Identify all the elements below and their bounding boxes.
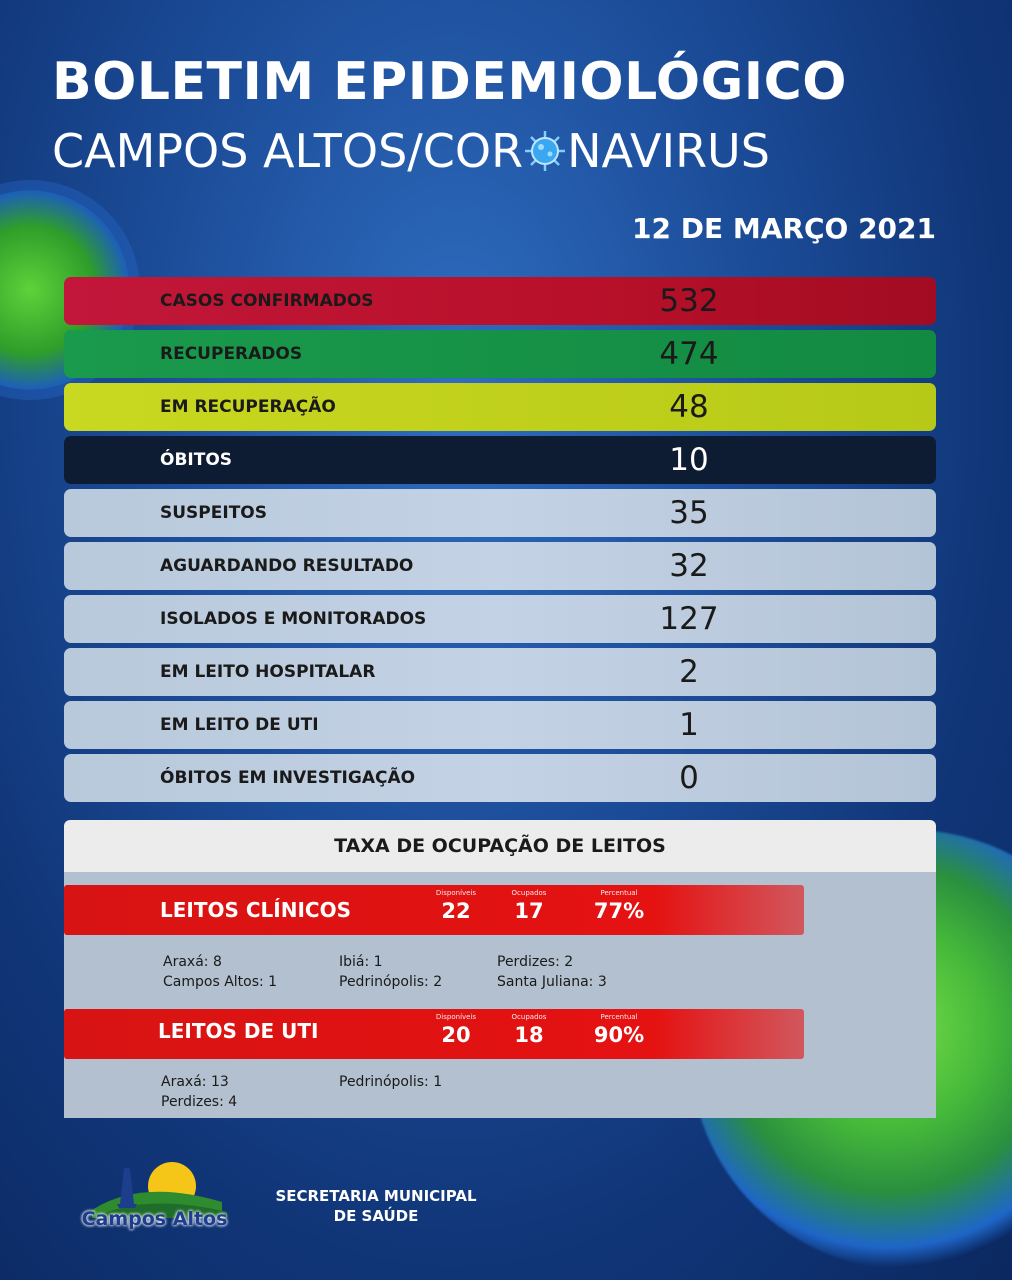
clinicos-percentual: Percentual 77% bbox=[593, 889, 645, 923]
stat-row-aguardando bbox=[64, 542, 936, 590]
stat-row-recuperados bbox=[64, 330, 936, 378]
stat-label: SUSPEITOS bbox=[160, 503, 267, 523]
secretaria-label: SECRETARIA MUNICIPAL DE SAÚDE bbox=[275, 1187, 477, 1225]
stat-value: 2 bbox=[679, 654, 699, 690]
clinicos-disponiveis: Disponíveis 22 bbox=[435, 889, 477, 923]
stat-label: EM RECUPERAÇÃO bbox=[160, 397, 336, 417]
coronavirus-icon bbox=[523, 129, 567, 173]
stats-table bbox=[64, 277, 936, 807]
stat-value: 35 bbox=[669, 495, 709, 531]
uti-cities-col2: Pedrinópolis: 1 bbox=[339, 1074, 443, 1090]
stat-value: 32 bbox=[669, 548, 709, 584]
clinicos-cities-col2: Ibiá: 1 Pedrinópolis: 2 bbox=[339, 954, 443, 990]
stat-label: AGUARDANDO RESULTADO bbox=[160, 556, 414, 576]
stat-value: 127 bbox=[659, 601, 719, 637]
stat-label: ÓBITOS EM INVESTIGAÇÃO bbox=[160, 768, 416, 788]
leitos-uti-bar bbox=[64, 1009, 804, 1059]
stat-value: 474 bbox=[659, 336, 719, 372]
stat-value: 0 bbox=[679, 760, 699, 796]
stat-value: 532 bbox=[659, 283, 719, 319]
bulletin-date: 12 DE MARÇO 2021 bbox=[632, 212, 936, 245]
stat-value: 10 bbox=[669, 442, 709, 478]
clinicos-cities-col3: Perdizes: 2 Santa Juliana: 3 bbox=[497, 954, 607, 990]
stat-label: CASOS CONFIRMADOS bbox=[160, 291, 374, 311]
stat-row-leito-hospitalar bbox=[64, 648, 936, 696]
stat-label: EM LEITO HOSPITALAR bbox=[160, 662, 376, 682]
subtitle-part-2: NAVIRUS bbox=[567, 124, 770, 178]
stat-row-em-recuperacao bbox=[64, 383, 936, 431]
subtitle-part-1: CAMPOS ALTOS/COR bbox=[52, 124, 524, 178]
stat-row-leito-uti bbox=[64, 701, 936, 749]
stat-label: ÓBITOS bbox=[160, 450, 233, 470]
campos-altos-logo bbox=[72, 1158, 237, 1248]
stat-row-confirmados bbox=[64, 277, 936, 325]
clinicos-cities-col1: Araxá: 8 Campos Altos: 1 bbox=[163, 954, 278, 990]
uti-ocupados: Ocupados 18 bbox=[511, 1013, 547, 1047]
stat-row-obitos bbox=[64, 436, 936, 484]
stat-value: 48 bbox=[669, 389, 709, 425]
clinicos-ocupados: Ocupados 17 bbox=[511, 889, 547, 923]
stat-row-suspeitos bbox=[64, 489, 936, 537]
uti-cities-col1: Araxá: 13 Perdizes: 4 bbox=[161, 1074, 238, 1110]
stat-value: 1 bbox=[679, 707, 699, 743]
logo-text: Campos Altos bbox=[81, 1208, 228, 1230]
stat-label: ISOLADOS E MONITORADOS bbox=[160, 609, 427, 629]
leitos-clinicos-bar bbox=[64, 885, 804, 935]
bulletin-subtitle bbox=[52, 124, 770, 178]
stat-label: RECUPERADOS bbox=[160, 344, 303, 364]
bulletin-title: BOLETIM EPIDEMIOLÓGICO bbox=[52, 52, 848, 112]
stat-row-obitos-investigacao bbox=[64, 754, 936, 802]
uti-disponiveis: Disponíveis 20 bbox=[435, 1013, 477, 1047]
leitos-clinicos-name: LEITOS CLÍNICOS bbox=[160, 898, 351, 922]
occupancy-title: TAXA DE OCUPAÇÃO DE LEITOS bbox=[64, 820, 936, 872]
stat-row-isolados bbox=[64, 595, 936, 643]
stat-label: EM LEITO DE UTI bbox=[160, 715, 319, 735]
uti-percentual: Percentual 90% bbox=[593, 1013, 645, 1047]
leitos-uti-name: LEITOS DE UTI bbox=[158, 1019, 319, 1043]
